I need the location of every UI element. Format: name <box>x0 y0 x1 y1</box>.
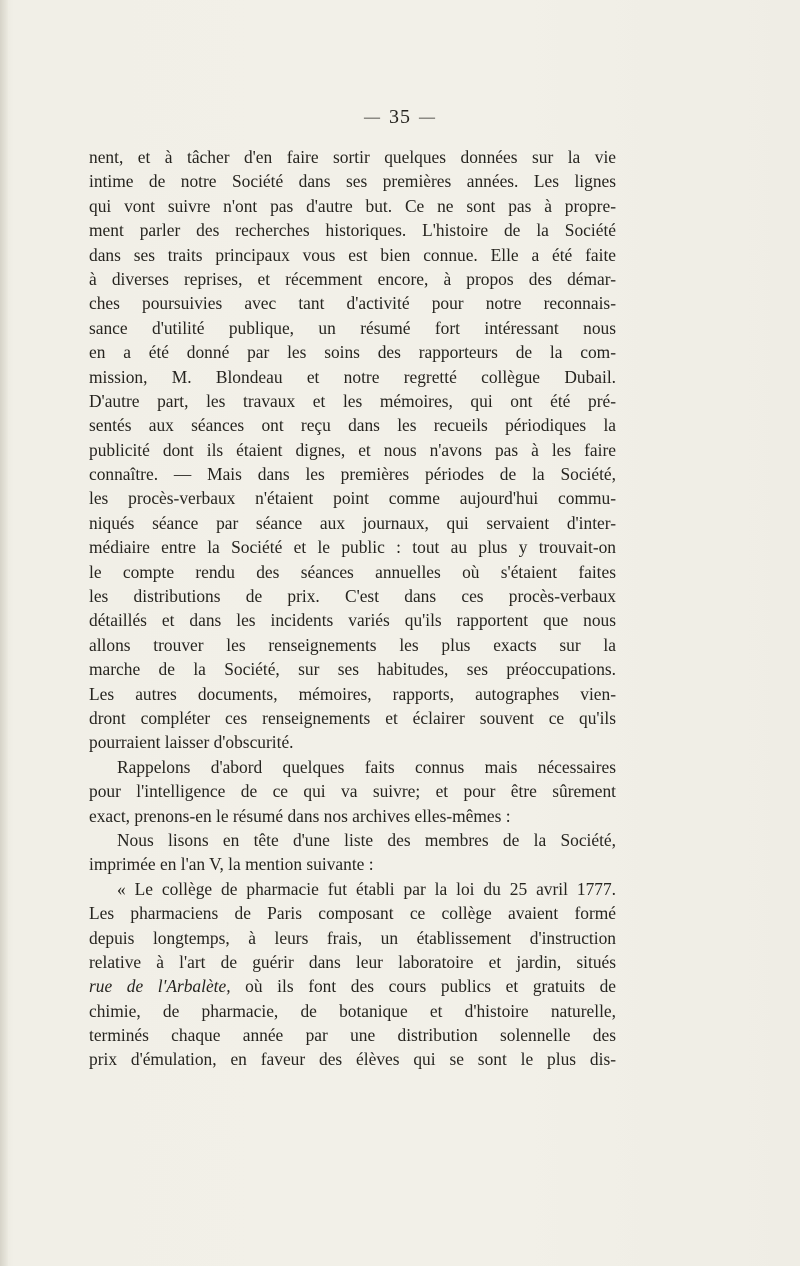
text-line: prix d'émulation, en faveur des élèves qui se sont le plus dis- <box>89 1049 616 1070</box>
text-line: Les autres documents, mémoires, rapports, autographes vien- <box>89 683 616 704</box>
text-line: sance d'utilité publique, un résumé fort intéressant nous <box>89 317 616 338</box>
text-line: D'autre part, les travaux et les mémoires, qui ont été pré- <box>89 390 616 411</box>
page-spine-shadow <box>0 0 8 1266</box>
text-line: exact, prenons-en le résumé dans nos archives elles-mêmes : <box>89 805 511 826</box>
text-line: qui vont suivre n'ont pas d'autre but. Ce ne sont pas à propre- <box>89 195 616 216</box>
text-line: sentés aux séances ont reçu dans les recueils périodiques la <box>89 415 616 436</box>
text-line: les procès-verbaux n'étaient point comme aujourd'hui commu- <box>89 488 616 509</box>
text-line: « Le collège de pharmacie fut établi par la loi du 25 avril 1777. <box>117 878 616 899</box>
text-line: le compte rendu des séances annuelles où s'étaient faites <box>89 561 616 582</box>
text-line: terminés chaque année par une distribution solennelle des <box>89 1025 616 1046</box>
text-line: Nous lisons en tête d'une liste des membres de la Société, <box>117 829 616 850</box>
text-line: Les pharmaciens de Paris composant ce collège avaient formé <box>89 903 616 924</box>
text-line: ches poursuivies avec tant d'activité pour notre reconnais- <box>89 293 616 314</box>
text-line: imprimée en l'an V, la mention suivante : <box>89 854 374 875</box>
text-line: niqués séance par séance aux journaux, qui servaient d'inter- <box>89 512 616 533</box>
italic-street-name: rue de l'Arbalète, <box>89 976 231 997</box>
text-line: pourraient laisser d'obscurité. <box>89 732 294 753</box>
page-number-dash-left: — <box>364 109 381 127</box>
text-line: médiaire entre la Société et le public : tout au plus y trouvait-on <box>89 537 616 558</box>
text-line: les distributions de prix. C'est dans ces procès-verbaux <box>89 586 616 607</box>
text-line: chimie, de pharmacie, de botanique et d'histoire naturelle, <box>89 1000 616 1021</box>
text-line: intime de notre Société dans ses premières années. Les lignes <box>89 171 616 192</box>
text-line: dront compléter ces renseignements et éclairer souvent ce qu'ils <box>89 707 616 728</box>
text-line: ment parler des recherches historiques. L'histoire de la Société <box>89 220 616 241</box>
text-line: dans ses traits principaux vous est bien connue. Elle a été faite <box>89 244 616 265</box>
text-line-remainder: où ils font des cours publics et gratuits de <box>230 976 616 997</box>
text-line: nent, et à tâcher d'en faire sortir quelques données sur la vie <box>89 147 616 167</box>
text-line: depuis longtemps, à leurs frais, un établissement d'instruction <box>89 927 616 948</box>
text-line-with-italic <box>89 974 616 998</box>
text-line: marche de la Société, sur ses habitudes, ses préoccupations. <box>89 659 616 680</box>
page-number-dash-right: — <box>419 109 436 127</box>
text-line: à diverses reprises, et récemment encore, à propos des démar- <box>89 268 616 289</box>
page-number-value: 35 <box>389 106 411 128</box>
page-number <box>0 106 800 129</box>
text-line: en a été donné par les soins des rapporteurs de la com- <box>89 342 616 363</box>
text-line: mission, M. Blondeau et notre regretté collègue Dubail. <box>89 366 616 387</box>
text-line: Rappelons d'abord quelques faits connus mais nécessaires <box>117 756 616 777</box>
text-line: relative à l'art de guérir dans leur laboratoire et jardin, situés <box>89 951 616 972</box>
text-line: pour l'intelligence de ce qui va suivre; et pour être sûrement <box>89 781 616 802</box>
body-text <box>89 145 616 1072</box>
text-line: allons trouver les renseignements les plus exacts sur la <box>89 634 616 655</box>
text-line: publicité dont ils étaient dignes, et nous n'avons pas à les faire <box>89 439 616 460</box>
text-line: connaître. — Mais dans les premières périodes de la Société, <box>89 464 616 485</box>
text-line: détaillés et dans les incidents variés qu'ils rapportent que nous <box>89 610 616 631</box>
